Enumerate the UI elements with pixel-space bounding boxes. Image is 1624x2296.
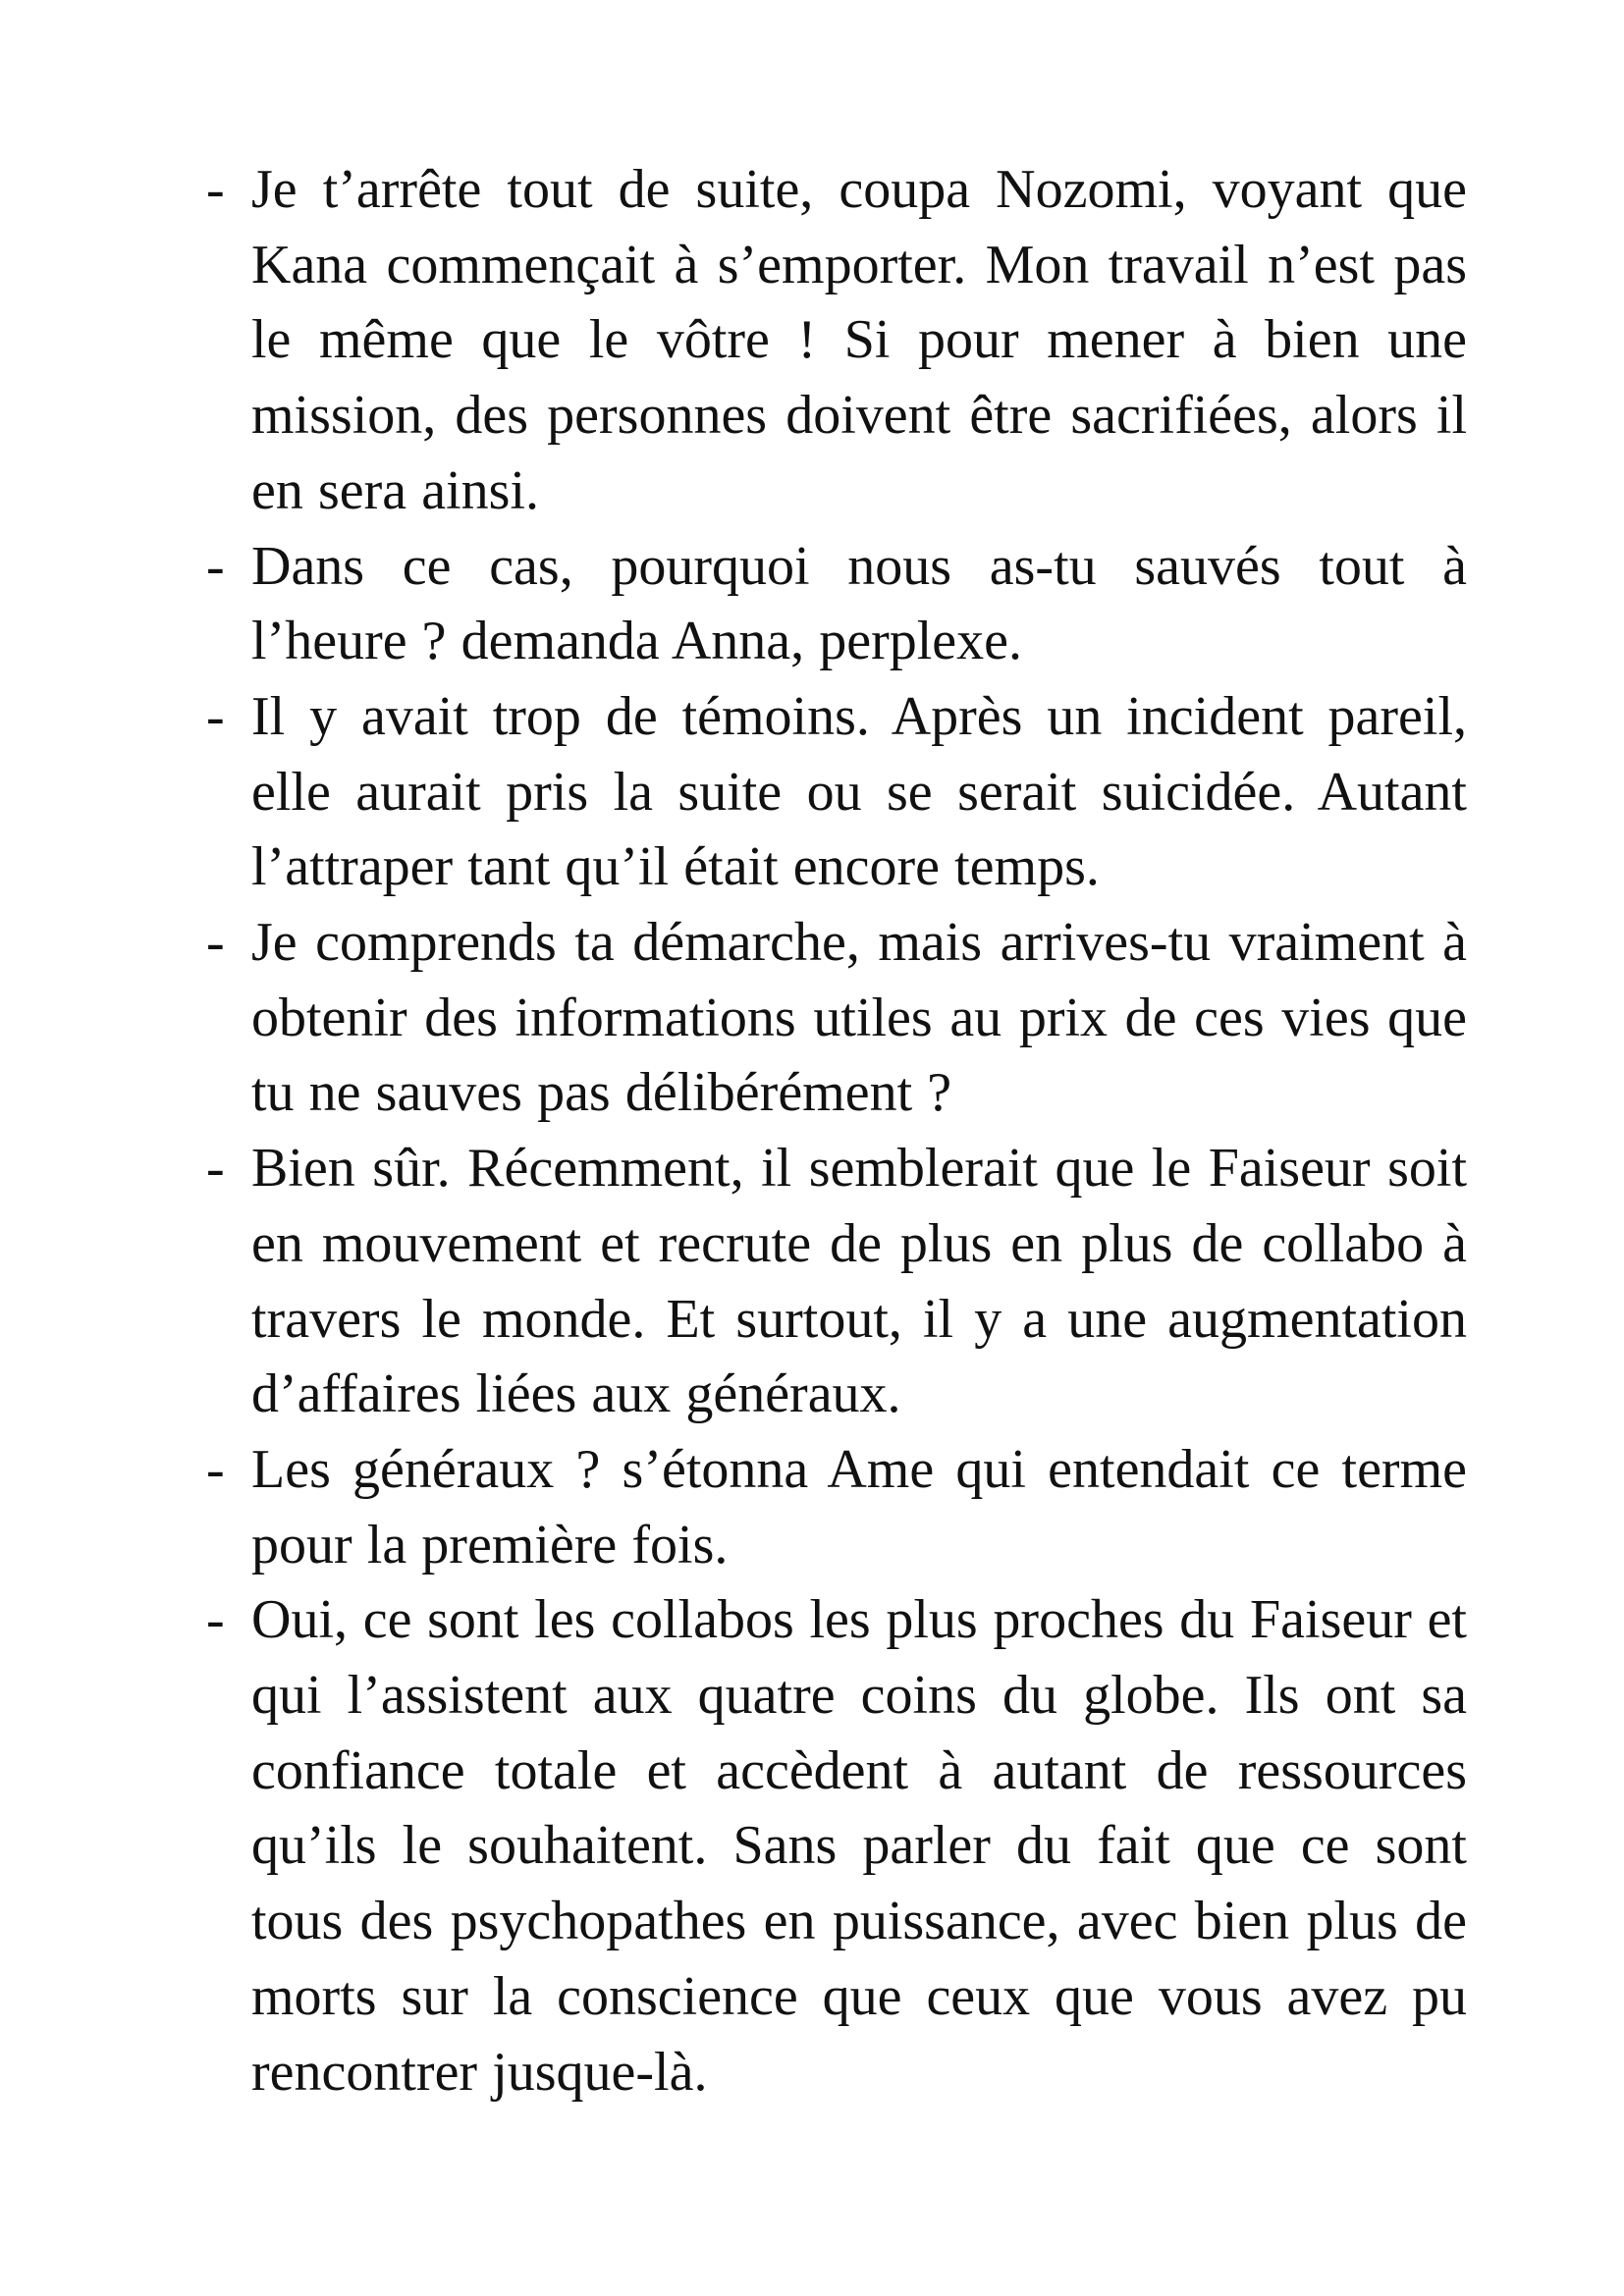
dialogue-dash: - (206, 685, 225, 747)
dialogue-paragraph-text: Bien sûr. Récemment, il semblerait que le Faiseur soit en mouvement et recrute de plus en plus de collabo à travers le monde. Et surtout, il y a une augmentation d’affaires liées aux généraux. (251, 1138, 1467, 1425)
dialogue-paragraph (204, 679, 1467, 905)
dialogue-paragraph (204, 1582, 1467, 2109)
dialogue-paragraph-text: Les généraux ? s’étonna Ame qui entendait ce terme pour la première fois. (251, 1438, 1467, 1575)
dialogue-dash: - (206, 535, 225, 597)
dialogue-paragraph (204, 152, 1467, 529)
dialogue-paragraph-text: Dans ce cas, pourquoi nous as-tu sauvés tout à l’heure ? demanda Anna, perplexe. (251, 535, 1467, 672)
dialogue-paragraph (204, 529, 1467, 679)
page-text-block (204, 152, 1467, 2109)
dialogue-dash: - (206, 1589, 225, 1651)
dialogue-paragraph (204, 1432, 1467, 1582)
dialogue-dash: - (206, 1438, 225, 1500)
dialogue-dash: - (206, 159, 225, 220)
dialogue-paragraph (204, 1131, 1467, 1432)
dialogue-paragraph-text: Oui, ce sont les collabos les plus proches du Faiseur et qui l’assistent aux quatre coins du globe. Ils ont sa confiance totale et accèdent à autant de ressources qu’ils le souhaitent. Sans parler du fait que ce sont tous des psychopathes en puissance, avec bien plus de morts sur la conscience que ceux que vous avez pu rencontrer jusque-là. (251, 1589, 1467, 2103)
dialogue-dash: - (206, 912, 225, 974)
dialogue-paragraph-text: Il y avait trop de témoins. Après un incident pareil, elle aurait pris la suite ou se serait suicidée. Autant l’attraper tant qu’il était encore temps. (251, 685, 1467, 898)
dialogue-paragraph-text: Je comprends ta démarche, mais arrives-tu vraiment à obtenir des informations utiles au prix de ces vies que tu ne sauves pas délibérément ? (251, 912, 1467, 1124)
dialogue-paragraph-text: Je t’arrête tout de suite, coupa Nozomi, voyant que Kana commençait à s’emporter. Mon travail n’est pas le même que le vôtre ! Si pour mener à bien une mission, des personnes doivent être sacrifiées, alors il en sera ainsi. (251, 159, 1467, 521)
dialogue-paragraph (204, 905, 1467, 1131)
dialogue-dash: - (206, 1138, 225, 1200)
